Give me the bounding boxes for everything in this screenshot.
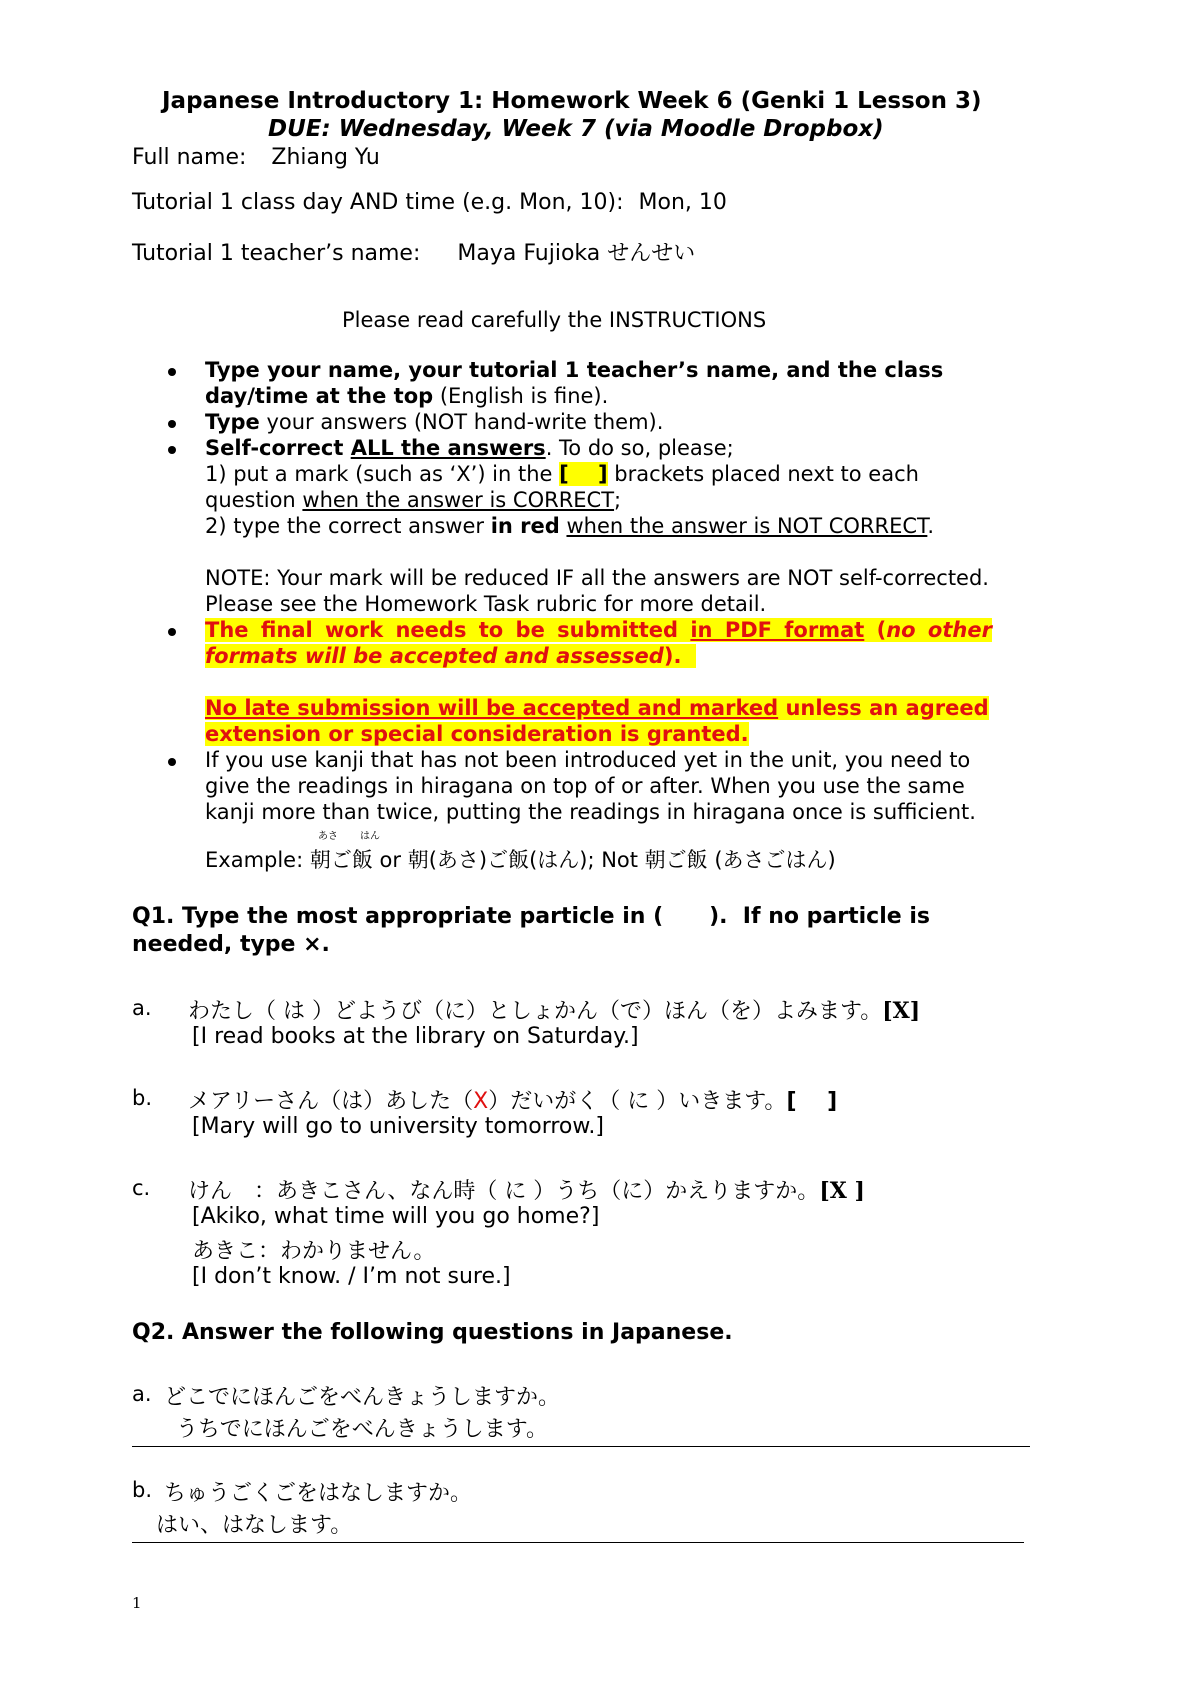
q2b-answer-line [132, 1542, 1024, 1543]
bullet-dot [168, 446, 176, 454]
bullet-dot [168, 758, 176, 766]
page-title: Japanese Introductory 1: Homework Week 6 (Genki 1 Lesson 3) [162, 88, 982, 114]
unless-agreed: unless an agreed [778, 696, 989, 720]
bullet-dot [168, 368, 176, 376]
instruction-3-period: . [927, 514, 935, 538]
teacher-row [132, 236, 695, 267]
instruction-5-line-3: kanji more than twice, putting the readings in hiragana once is sufficient. [205, 800, 976, 824]
full-name-row [132, 145, 380, 170]
instruction-3-line-2 [205, 462, 919, 486]
instruction-4-formats [205, 644, 696, 668]
bullet-dot [168, 420, 176, 428]
q1c-reply: あきこ：わかりません。 [192, 1239, 436, 1264]
instruction-4-line-4 [205, 722, 749, 746]
instruction-3-bold-underline: ALL the answers [350, 436, 546, 460]
q1b-correction[interactable]: X [473, 1089, 489, 1114]
q2a-answer-line [132, 1446, 1030, 1447]
ruby-han: はん [360, 831, 380, 842]
q1a-label: a. [132, 996, 152, 1020]
instruction-3-step2: 2) type the correct answer [205, 514, 491, 538]
instruction-2 [205, 410, 663, 434]
instruction-2-rest: your answers (NOT hand-write them). [259, 410, 664, 434]
q1b-japanese-2[interactable]: ）だいがく（ に ）いきます。 [488, 1089, 787, 1114]
note-line-1: NOTE: Your mark will be reduced IF all the answers are NOT self-corrected. [205, 566, 989, 590]
instruction-2-bold: Type [205, 410, 260, 434]
kanji-example: Example: 朝ご飯 or 朝(あさ)ご飯(はん); Not 朝ご飯 (あさごはん) [205, 848, 836, 872]
q1a-japanese[interactable]: わたし（ は ）どようび（に）としょかん（で）ほん（を）よみます。 [188, 999, 883, 1024]
class-time-label: Tutorial 1 class day AND time (e.g. Mon, 10): [132, 190, 624, 215]
page-number: 1 [132, 1594, 142, 1612]
pdf-format: in PDF format [690, 618, 865, 642]
instruction-3-bold: Self-correct [205, 436, 351, 460]
ruby-asa: あさ [318, 831, 338, 842]
q1b-sentence[interactable] [188, 1084, 837, 1115]
instruction-4-line-3 [205, 696, 989, 720]
q1c-label: c. [132, 1176, 151, 1200]
instruction-5-line-1: If you use kanji that has not been introduced yet in the unit, you need to [205, 748, 971, 772]
instruction-1-line-2 [205, 384, 608, 408]
instruction-1-rest: (English is fine). [433, 384, 609, 408]
q1c-japanese[interactable]: けん ：あきこさん、なん時（ に ）うち（に）かえりますか。 [188, 1179, 820, 1204]
extension-text: extension or special consideration is granted. [205, 722, 749, 746]
q1a-check-mark[interactable]: [X] [882, 998, 921, 1024]
full-name-label: Full name: [132, 145, 247, 170]
instruction-3-rest: . To do so, please; [545, 436, 734, 460]
instruction-3 [205, 436, 734, 460]
instruction-3-step1-rest: brackets placed next to each [607, 462, 919, 486]
class-time-value[interactable]: Mon, 10 [638, 190, 727, 215]
instruction-3-line-3 [205, 488, 621, 512]
instruction-1-bold: day/time at the top [205, 384, 434, 408]
q1c-translation-2: [I don’t know. / I’m not sure.] [192, 1264, 511, 1289]
instruction-3-line-4 [205, 514, 934, 538]
q1c-sentence[interactable] [188, 1174, 865, 1205]
class-time-row [132, 190, 727, 215]
q1b-label: b. [132, 1086, 153, 1110]
q1-heading-line-1: Q1. Type the most appropriate particle in ( ). If no particle is [132, 904, 930, 929]
instruction-5-line-2: give the readings in hiragana on top of or after. When you use the same [205, 774, 965, 798]
q2a-answer[interactable]: うちでにほんごをべんきょうします。 [176, 1417, 549, 1442]
paren-close: ). [663, 644, 682, 668]
no-other: no other [886, 618, 992, 642]
instruction-3-question: question [205, 488, 303, 512]
instruction-3-semicolon: ; [614, 488, 622, 512]
q1-heading-line-2: needed, type ×. [132, 932, 330, 957]
q2b-answer[interactable]: はい、はなします。 [156, 1513, 353, 1538]
instruction-3-not-correct: when the answer is NOT CORRECT [566, 514, 928, 538]
q1a-sentence[interactable] [188, 994, 920, 1025]
note-line-2: Please see the Homework Task rubric for more detail. [205, 592, 767, 616]
q2a-question: どこでにほんごをべんきょうしますか。 [164, 1385, 561, 1410]
instruction-1-line-1: Type your name, your tutorial 1 teacher’s name, and the class [205, 358, 944, 382]
q1b-translation: [Mary will go to university tomorrow.] [192, 1114, 604, 1139]
full-name-value[interactable]: Zhiang Yu [271, 145, 380, 170]
bracket-example: [ ] [559, 462, 608, 486]
instruction-3-correct: when the answer is CORRECT [302, 488, 615, 512]
no-late-submission: No late submission will be accepted and marked [205, 696, 779, 720]
instructions-heading: Please read carefully the INSTRUCTIONS [342, 308, 767, 332]
q2b-question: ちゅうごくごをはなしますか。 [164, 1481, 473, 1506]
q1b-check-mark[interactable]: [ ] [786, 1089, 838, 1114]
teacher-label: Tutorial 1 teacher’s name: [132, 241, 421, 266]
instruction-4-line-2 [205, 644, 696, 668]
q1c-check-mark[interactable]: [X ] [819, 1178, 865, 1204]
pdf-requirement: The final work needs to be submitted [205, 618, 691, 642]
q1b-japanese-1[interactable]: メアリーさん（は）あした（ [188, 1089, 474, 1114]
bullet-dot [168, 628, 176, 636]
q1c-translation-1: [Akiko, what time will you go home?] [192, 1204, 600, 1229]
formats-text: formats will be accepted and assessed [205, 644, 664, 668]
late-policy [205, 696, 989, 720]
due-date: DUE: Wednesday, Week 7 (via Moodle Dropbox) [268, 116, 884, 142]
q2b-label: b. [132, 1478, 153, 1502]
instruction-3-step1: 1) put a mark (such as ‘X’) in the [205, 462, 560, 486]
q2a-label: a. [132, 1382, 152, 1406]
q2-heading: Q2. Answer the following questions in Japanese. [132, 1320, 733, 1345]
instruction-3-in-red: in red [490, 514, 560, 538]
teacher-value[interactable]: Maya Fujioka せんせい [457, 241, 696, 266]
instruction-4-line-1 [205, 618, 992, 642]
instruction-4-text [205, 618, 992, 642]
paren-open: ( [864, 618, 887, 642]
q1a-translation: [I read books at the library on Saturday.] [192, 1024, 639, 1049]
